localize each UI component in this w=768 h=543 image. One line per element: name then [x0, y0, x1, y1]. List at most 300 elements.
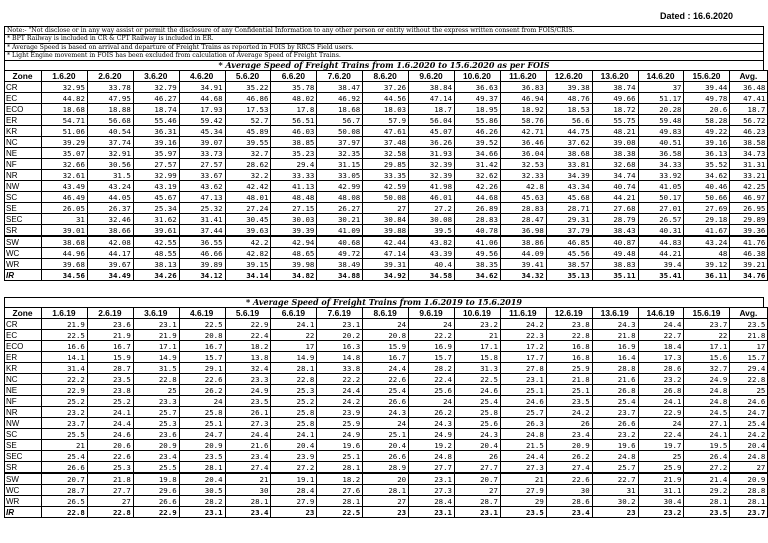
speed-table-2020	[4, 70, 768, 281]
speed-cell: 24.6	[87, 429, 133, 440]
table-row	[5, 181, 768, 192]
speed-cell: 25.8	[271, 407, 317, 418]
speed-cell: 35.78	[271, 82, 317, 93]
speed-cell: 22.8	[133, 374, 179, 385]
speed-cell: 32.2	[225, 170, 271, 181]
speed-cell: 51.06	[42, 126, 88, 137]
date-header: 2.6.19	[87, 308, 133, 319]
table-row	[5, 82, 768, 93]
speed-cell: 42.42	[225, 181, 271, 192]
speed-cell: 42.26	[455, 181, 501, 192]
speed-cell: 21	[42, 440, 88, 451]
speed-cell: 38.84	[409, 82, 455, 93]
speed-cell: 17.3	[638, 352, 684, 363]
date-header: 10.6.19	[455, 308, 501, 319]
speed-cell: 25.3	[87, 462, 133, 474]
speed-cell: 21.8	[592, 330, 638, 341]
zone-cell: NW	[5, 181, 42, 192]
speed-cell: 39.61	[133, 225, 179, 237]
speed-cell: 23.1	[455, 507, 501, 518]
zone-cell: WC	[5, 485, 42, 496]
speed-cell: 37	[638, 82, 684, 93]
speed-cell: 34.62	[455, 270, 501, 281]
note-line: Note:- "Not disclose or in any way assist or permit the disclosure of any Confidential Information to any other person or entity without the express written consent from FOIS/CRIS.	[5, 27, 763, 35]
speed-cell: 30.2	[592, 496, 638, 507]
speed-cell: 34.73	[730, 148, 768, 159]
speed-cell: 30.08	[409, 214, 455, 225]
zone-cell: SEC	[5, 451, 42, 462]
speed-cell: 24.7	[730, 407, 768, 418]
zone-cell: SE	[5, 203, 42, 214]
speed-cell: 25.9	[546, 363, 592, 374]
speed-cell: 24.8	[500, 429, 546, 440]
speed-cell: 27.2	[409, 203, 455, 214]
speed-cell: 33.35	[363, 170, 409, 181]
speed-cell: 37.48	[363, 137, 409, 148]
speed-cell: 20.4	[179, 473, 225, 485]
speed-cell: 18.53	[546, 104, 592, 115]
speed-cell: 41.05	[638, 181, 684, 192]
speed-cell: 42.59	[363, 181, 409, 192]
speed-cell: 22.6	[87, 451, 133, 462]
table-row	[5, 440, 768, 451]
speed-cell: 25.1	[317, 451, 363, 462]
date-header: Avg.	[730, 71, 768, 82]
speed-cell: 14.9	[271, 352, 317, 363]
speed-cell: 24.1	[638, 396, 684, 407]
speed-cell: 20.4	[730, 440, 768, 451]
speed-cell: 32.95	[42, 82, 88, 93]
table-row	[5, 236, 768, 248]
speed-cell: 26.8	[592, 385, 638, 396]
speed-cell: 38.83	[592, 259, 638, 270]
speed-cell: 37.74	[87, 137, 133, 148]
speed-cell: 26.89	[455, 203, 501, 214]
speed-cell: 24.6	[730, 396, 768, 407]
speed-cell: 34.39	[546, 170, 592, 181]
speed-cell: 27.7	[87, 485, 133, 496]
table-row	[5, 115, 768, 126]
speed-cell: 24.2	[500, 319, 546, 330]
speed-cell: 40.68	[317, 236, 363, 248]
zone-cell: SEC	[5, 214, 42, 225]
speed-cell: 36.11	[684, 270, 730, 281]
speed-cell: 56.04	[409, 115, 455, 126]
speed-cell: 41.13	[271, 181, 317, 192]
speed-cell: 28.7	[87, 363, 133, 374]
table-row	[5, 330, 768, 341]
speed-cell: 25	[133, 385, 179, 396]
speed-cell: 33.33	[271, 170, 317, 181]
speed-cell: 19.1	[271, 473, 317, 485]
speed-cell: 21.6	[592, 374, 638, 385]
date-header: 7.6.19	[317, 308, 363, 319]
speed-cell: 39.29	[42, 137, 88, 148]
zone-header: Zone	[5, 308, 42, 319]
speed-cell: 45.07	[409, 126, 455, 137]
speed-cell: 16.6	[42, 341, 88, 352]
speed-cell: 24.2	[730, 429, 768, 440]
speed-cell: 41.98	[409, 181, 455, 192]
speed-cell: 32.35	[317, 148, 363, 159]
speed-cell: 26.37	[87, 203, 133, 214]
speed-cell: 45.68	[546, 192, 592, 203]
speed-cell: 23.8	[546, 319, 592, 330]
speed-cell: 39.12	[684, 259, 730, 270]
speed-cell: 34.56	[42, 270, 88, 281]
speed-cell: 35.07	[42, 148, 88, 159]
note-line: * Average Speed is based on arrival and departure of Freight Trains as reported in FOIS by RRCS Field users.	[5, 44, 763, 52]
zone-header: Zone	[5, 71, 42, 82]
speed-cell: 35.13	[546, 270, 592, 281]
speed-cell: 26.2	[179, 385, 225, 396]
speed-cell: 29.85	[363, 159, 409, 170]
speed-cell: 47.13	[179, 192, 225, 203]
speed-cell: 39.15	[225, 259, 271, 270]
speed-cell: 46.92	[317, 93, 363, 104]
speed-cell: 16.3	[317, 341, 363, 352]
speed-cell: 23.7	[730, 507, 768, 518]
speed-cell: 25.2	[271, 396, 317, 407]
speed-cell: 28.62	[225, 159, 271, 170]
speed-cell: 44.82	[42, 93, 88, 104]
speed-cell: 24	[638, 418, 684, 429]
speed-cell: 25.4	[730, 418, 768, 429]
speed-cell: 44.56	[363, 93, 409, 104]
speed-cell: 35.23	[271, 148, 317, 159]
speed-cell: 23.7	[684, 319, 730, 330]
speed-cell: 24.8	[409, 451, 455, 462]
speed-cell: 26.27	[317, 203, 363, 214]
speed-cell: 39.41	[500, 259, 546, 270]
speed-cell: 26.57	[638, 214, 684, 225]
speed-cell: 24	[179, 396, 225, 407]
speed-cell: 21.6	[225, 440, 271, 451]
speed-cell: 57.9	[363, 115, 409, 126]
speed-cell: 31.31	[730, 159, 768, 170]
speed-cell: 50.17	[638, 192, 684, 203]
speed-cell: 44.09	[500, 248, 546, 259]
speed-cell: 23	[271, 507, 317, 518]
speed-cell: 30.5	[179, 485, 225, 496]
speed-cell: 25.2	[87, 396, 133, 407]
speed-cell: 39.68	[42, 259, 88, 270]
speed-cell: 28.1	[730, 496, 768, 507]
zone-cell: SE	[5, 440, 42, 451]
speed-cell: 23.3	[133, 396, 179, 407]
speed-cell: 32.79	[133, 82, 179, 93]
speed-cell: 23.5	[730, 319, 768, 330]
speed-cell: 44.21	[592, 192, 638, 203]
speed-cell: 43.39	[409, 248, 455, 259]
speed-cell: 21.8	[546, 374, 592, 385]
speed-cell: 42.08	[87, 236, 133, 248]
speed-cell: 48.55	[133, 248, 179, 259]
speed-cell: 27.15	[271, 203, 317, 214]
speed-cell: 43.62	[179, 181, 225, 192]
speed-cell: 23.2	[592, 429, 638, 440]
zone-cell: NC	[5, 137, 42, 148]
speed-cell: 17	[271, 341, 317, 352]
speed-cell: 32.7	[225, 148, 271, 159]
speed-cell: 37.26	[363, 82, 409, 93]
speed-cell: 52.7	[225, 115, 271, 126]
speed-cell: 48.48	[271, 192, 317, 203]
speed-cell: 31.15	[317, 159, 363, 170]
speed-cell: 22.8	[730, 374, 768, 385]
speed-cell: 56.68	[87, 115, 133, 126]
speed-cell: 39.07	[179, 137, 225, 148]
speed-cell: 27	[730, 462, 768, 474]
speed-cell: 28.6	[638, 363, 684, 374]
speed-cell: 25.3	[271, 385, 317, 396]
speed-cell: 28.47	[500, 214, 546, 225]
table-row	[5, 192, 768, 203]
speed-cell: 40.74	[592, 181, 638, 192]
speed-cell: 34.66	[455, 148, 501, 159]
speed-cell: 30.45	[225, 214, 271, 225]
speed-cell: 47.41	[730, 93, 768, 104]
speed-cell: 15.9	[87, 352, 133, 363]
speed-cell: 32.91	[87, 148, 133, 159]
speed-cell: 29	[500, 496, 546, 507]
table-row	[5, 148, 768, 159]
speed-cell: 49.22	[684, 126, 730, 137]
speed-cell: 27.4	[546, 462, 592, 474]
speed-cell: 23.1	[133, 319, 179, 330]
speed-cell: 36.83	[500, 82, 546, 93]
date-header: 5.6.20	[225, 71, 271, 82]
speed-cell: 40.87	[592, 236, 638, 248]
speed-cell: 42.55	[133, 236, 179, 248]
notes-box	[4, 26, 764, 61]
speed-cell: 35.97	[133, 148, 179, 159]
speed-cell: 29.31	[546, 214, 592, 225]
zone-cell: NW	[5, 418, 42, 429]
zone-cell: SW	[5, 236, 42, 248]
speed-cell: 44.21	[638, 248, 684, 259]
date-header: 7.6.20	[317, 71, 363, 82]
speed-cell: 44.75	[546, 126, 592, 137]
speed-cell: 24.9	[409, 429, 455, 440]
speed-cell: 44.68	[179, 93, 225, 104]
speed-cell: 26.3	[500, 418, 546, 429]
speed-cell: 31	[42, 214, 88, 225]
table1-title: * Average Speed of Freight Trains from 1.6.2020 to 15.6.2020 as per FOIS	[4, 60, 764, 70]
speed-cell: 47.95	[87, 93, 133, 104]
speed-cell: 20.4	[363, 440, 409, 451]
speed-cell: 23.8	[87, 385, 133, 396]
speed-cell: 30	[225, 485, 271, 496]
speed-cell: 20.9	[133, 440, 179, 451]
speed-cell: 24.4	[500, 451, 546, 462]
speed-cell: 19.7	[638, 440, 684, 451]
speed-cell: 32.68	[592, 159, 638, 170]
speed-cell: 40.4	[409, 259, 455, 270]
speed-cell: 36.63	[455, 82, 501, 93]
speed-cell: 23.5	[179, 451, 225, 462]
date-header: 14.6.19	[638, 308, 684, 319]
zone-cell: EC	[5, 330, 42, 341]
date-header: 11.6.19	[500, 308, 546, 319]
speed-cell: 37.62	[546, 137, 592, 148]
zone-cell: CR	[5, 319, 42, 330]
speed-cell: 19.8	[133, 473, 179, 485]
speed-cell: 36.26	[409, 137, 455, 148]
speed-cell: 27.3	[500, 462, 546, 474]
speed-cell: 58.76	[500, 115, 546, 126]
speed-cell: 27.4	[225, 462, 271, 474]
speed-cell: 49.66	[592, 93, 638, 104]
speed-cell: 28.9	[363, 462, 409, 474]
speed-cell: 21.8	[87, 473, 133, 485]
speed-cell: 32.4	[225, 363, 271, 374]
speed-cell: 49.37	[455, 93, 501, 104]
speed-cell: 30	[546, 485, 592, 496]
speed-cell: 43.34	[546, 181, 592, 192]
table2-title: * Average Speed of Freight Trains from 1.6.2019 to 15.6.2019	[4, 297, 764, 307]
speed-cell: 25.6	[455, 418, 501, 429]
zone-cell: CR	[5, 82, 42, 93]
speed-cell: 50.08	[363, 192, 409, 203]
speed-cell: 23.1	[409, 473, 455, 485]
speed-cell: 23	[592, 507, 638, 518]
speed-cell: 23.2	[455, 319, 501, 330]
speed-cell: 24.4	[225, 429, 271, 440]
speed-cell: 48.65	[271, 248, 317, 259]
zone-cell: ER	[5, 352, 42, 363]
speed-cell: 27.01	[638, 203, 684, 214]
speed-cell: 20.2	[317, 330, 363, 341]
table-row	[5, 352, 768, 363]
speed-cell: 20.9	[546, 440, 592, 451]
speed-cell: 40.78	[455, 225, 501, 237]
speed-cell: 18.95	[455, 104, 501, 115]
table-row	[5, 485, 768, 496]
zone-cell: SR	[5, 225, 42, 237]
dated-label: Dated : 16.6.2020	[660, 11, 734, 21]
speed-cell: 22.9	[225, 319, 271, 330]
speed-cell: 30.4	[638, 496, 684, 507]
speed-cell: 39.89	[179, 259, 225, 270]
table-row	[5, 137, 768, 148]
speed-cell: 28.1	[271, 363, 317, 374]
speed-cell: 28.8	[730, 485, 768, 496]
speed-cell: 16.7	[87, 341, 133, 352]
speed-cell: 25.32	[179, 203, 225, 214]
speed-cell: 23.1	[317, 319, 363, 330]
speed-cell: 51.17	[638, 93, 684, 104]
speed-cell: 23.4	[546, 507, 592, 518]
speed-cell: 27.6	[317, 485, 363, 496]
speed-cell: 26.05	[42, 203, 88, 214]
speed-cell: 21	[500, 473, 546, 485]
speed-cell: 24.9	[684, 374, 730, 385]
speed-cell: 25.1	[363, 429, 409, 440]
speed-cell: 17.1	[684, 341, 730, 352]
speed-cell: 19.6	[317, 440, 363, 451]
speed-cell: 28.1	[317, 496, 363, 507]
speed-cell: 17.93	[179, 104, 225, 115]
speed-cell: 27	[455, 485, 501, 496]
speed-cell: 28.4	[271, 485, 317, 496]
speed-cell: 13.8	[225, 352, 271, 363]
speed-cell: 46.85	[546, 236, 592, 248]
speed-cell: 27.57	[133, 159, 179, 170]
speed-cell: 39.52	[455, 137, 501, 148]
speed-cell: 25.8	[455, 407, 501, 418]
speed-cell: 27.24	[225, 203, 271, 214]
speed-cell: 50.08	[317, 126, 363, 137]
speed-cell: 45.56	[546, 248, 592, 259]
speed-cell: 24.4	[363, 363, 409, 374]
speed-cell: 22.9	[133, 507, 179, 518]
date-header: 2.6.20	[87, 71, 133, 82]
speed-cell: 22.4	[225, 330, 271, 341]
date-header: 6.6.20	[271, 71, 317, 82]
speed-cell: 33.73	[179, 148, 225, 159]
speed-cell: 19.6	[592, 440, 638, 451]
speed-cell: 36.31	[133, 126, 179, 137]
speed-cell: 22.2	[409, 330, 455, 341]
speed-cell: 33.81	[546, 159, 592, 170]
speed-cell: 24	[363, 418, 409, 429]
speed-cell: 32.39	[409, 159, 455, 170]
speed-cell: 43.24	[87, 181, 133, 192]
zone-cell: WC	[5, 248, 42, 259]
speed-cell: 25.4	[363, 385, 409, 396]
speed-cell: 33.8	[317, 363, 363, 374]
speed-cell: 31.62	[133, 214, 179, 225]
zone-cell: SR	[5, 462, 42, 474]
zone-cell: ECO	[5, 104, 42, 115]
speed-cell: 28.2	[179, 496, 225, 507]
speed-cell: 32.62	[455, 170, 501, 181]
speed-cell: 28.2	[409, 363, 455, 374]
speed-cell: 27.9	[271, 496, 317, 507]
speed-cell: 27.68	[592, 203, 638, 214]
date-header: 14.6.20	[638, 71, 684, 82]
speed-cell: 37.97	[317, 137, 363, 148]
speed-cell: 22.7	[592, 473, 638, 485]
speed-cell: 46.38	[730, 248, 768, 259]
speed-cell: 23.3	[225, 374, 271, 385]
speed-cell: 14.1	[42, 352, 88, 363]
table-row	[5, 473, 768, 485]
speed-cell: 24.8	[592, 451, 638, 462]
speed-cell: 34.33	[638, 159, 684, 170]
speed-cell: 40.46	[684, 181, 730, 192]
speed-cell: 21.9	[42, 319, 88, 330]
speed-cell: 28.79	[592, 214, 638, 225]
speed-cell: 42.71	[500, 126, 546, 137]
speed-cell: 39.67	[87, 259, 133, 270]
speed-cell: 22.3	[500, 330, 546, 341]
date-header: 4.6.20	[179, 71, 225, 82]
speed-cell: 54.71	[42, 115, 88, 126]
speed-cell: 23.4	[225, 451, 271, 462]
speed-cell: 38.13	[133, 259, 179, 270]
speed-cell: 33.67	[179, 170, 225, 181]
speed-cell: 22.5	[455, 374, 501, 385]
speed-cell: 32.33	[500, 170, 546, 181]
speed-cell: 23.2	[638, 374, 684, 385]
speed-cell: 55.46	[133, 115, 179, 126]
speed-cell: 22.8	[42, 507, 88, 518]
speed-cell: 28.1	[684, 496, 730, 507]
speed-cell: 44.83	[638, 236, 684, 248]
speed-cell: 49.56	[455, 248, 501, 259]
